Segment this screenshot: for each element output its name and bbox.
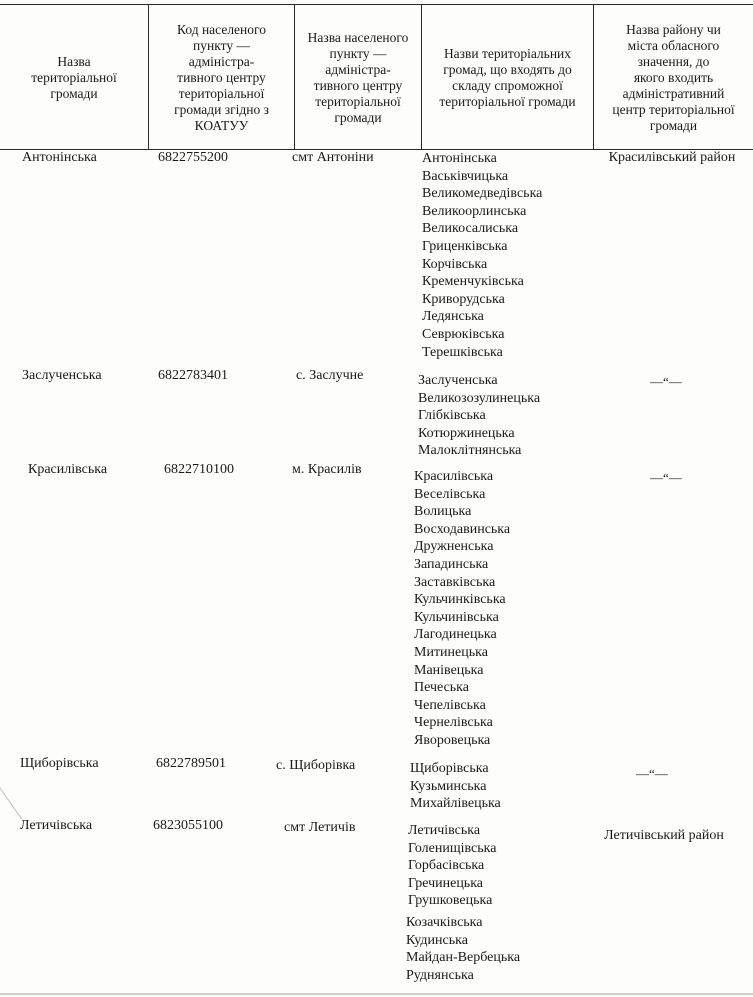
community-name: Антонінська (22, 150, 97, 165)
list-item: Руднянська (406, 967, 474, 983)
list-item: Севрюківська (422, 326, 505, 342)
admin-center: смт Летичів (284, 820, 356, 835)
community-name: Летичівська (20, 818, 93, 833)
list-item: Чернелівська (414, 715, 493, 731)
list-item: Кудинська (406, 932, 468, 948)
scan-artifact (0, 772, 44, 820)
header-col-community-name: Назва територіальної громади (31, 54, 117, 101)
list-item: Чепелівська (414, 697, 486, 713)
list-item: Горбасівська (408, 858, 485, 874)
admin-center: с. Щиборівка (276, 758, 356, 773)
district-name: Красилівський район (608, 150, 736, 165)
ditto-mark: —“— (650, 374, 682, 389)
list-item: Антонінська (422, 151, 497, 166)
list-item: Волицька (414, 504, 472, 520)
list-item: Великосалиська (422, 221, 519, 237)
header-col-koatuu-code: Код населеного пункту — адміністра- тивного центру територіальної громади згідно з КОАТУУ (174, 22, 269, 133)
ditto-mark: —“— (650, 470, 682, 485)
koatuu-code: 6823055100 (153, 818, 223, 833)
list-item: Криворудська (422, 291, 505, 307)
header-col-district: Назва району чи міста обласного значення, до якого входить адміністративний центр територіальної громади (612, 22, 735, 133)
list-item: Малоклітнянська (418, 443, 522, 459)
member-communities-list (414, 468, 510, 750)
list-item: Гриценківська (422, 238, 508, 254)
list-item: Голенищівська (408, 840, 497, 856)
koatuu-code: 6822783401 (158, 368, 228, 383)
community-name: Щиборівська (20, 756, 99, 771)
list-item: Терешківська (422, 344, 503, 360)
list-item: Грушковецька (408, 893, 493, 909)
list-item: Веселівська (414, 486, 486, 502)
list-item: Щиборівська (410, 761, 489, 776)
community-name: Заслученська (22, 368, 102, 383)
list-item: Михайлівецька (410, 796, 501, 812)
list-item: Митинецька (414, 644, 488, 660)
list-item: Восходавинська (414, 521, 511, 537)
list-item: Майдан-Вербецька (406, 950, 521, 966)
member-communities-list-continued (406, 914, 520, 984)
member-communities-list (418, 372, 540, 460)
list-item: Яворовецька (414, 732, 491, 748)
admin-center: м. Красилів (292, 462, 362, 477)
koatuu-code: 6822789501 (156, 756, 226, 771)
header-top-rule (0, 4, 753, 5)
list-item: Печеська (414, 680, 469, 696)
list-item: Западинська (414, 556, 489, 572)
list-item: Заставківська (414, 574, 496, 590)
list-item: Кульчинківська (414, 592, 506, 608)
community-name: Красилівська (28, 462, 108, 477)
header-col-member-communities: Назви територіальних громад, що входять до складу спроможної територіальної громади (439, 46, 576, 109)
list-item: Великоорлинська (422, 203, 527, 219)
list-item: Заслученська (418, 373, 498, 388)
table-header (0, 0, 753, 150)
list-item: Корчівська (422, 256, 488, 272)
member-communities-list (408, 822, 496, 910)
header-col-admin-center: Назва населеного пункту — адміністра- тивного центру територіальної громади (307, 30, 409, 125)
list-item: Ледянська (422, 309, 484, 325)
list-item: Гречинецька (408, 875, 483, 891)
member-communities-list (410, 760, 501, 813)
ditto-mark: —“— (636, 766, 668, 781)
list-item: Кульчинівська (414, 609, 499, 625)
list-item: Дружненська (414, 539, 494, 555)
member-communities-list (422, 150, 542, 361)
list-item: Красилівська (414, 469, 494, 484)
list-item: Манівецька (414, 662, 484, 678)
admin-center: смт Антоніни (292, 150, 374, 165)
list-item: Великозозулинецька (418, 390, 541, 406)
page-edge-shadow (0, 993, 753, 995)
list-item: Великомедведівська (422, 186, 543, 202)
list-item: Глібківська (418, 408, 486, 424)
koatuu-code: 6822755200 (158, 150, 228, 165)
list-item: Кременчуківська (422, 274, 524, 290)
koatuu-code: 6822710100 (164, 462, 234, 477)
district-name: Летичівський район (604, 828, 724, 843)
list-item: Котюржинецька (418, 425, 515, 441)
list-item: Васьківчицька (422, 168, 509, 184)
list-item: Лагодинецька (414, 627, 497, 643)
list-item: Летичівська (408, 823, 481, 838)
list-item: Козачківська (406, 915, 483, 930)
admin-center: с. Заслучне (296, 368, 364, 383)
list-item: Кузьминська (410, 778, 487, 794)
